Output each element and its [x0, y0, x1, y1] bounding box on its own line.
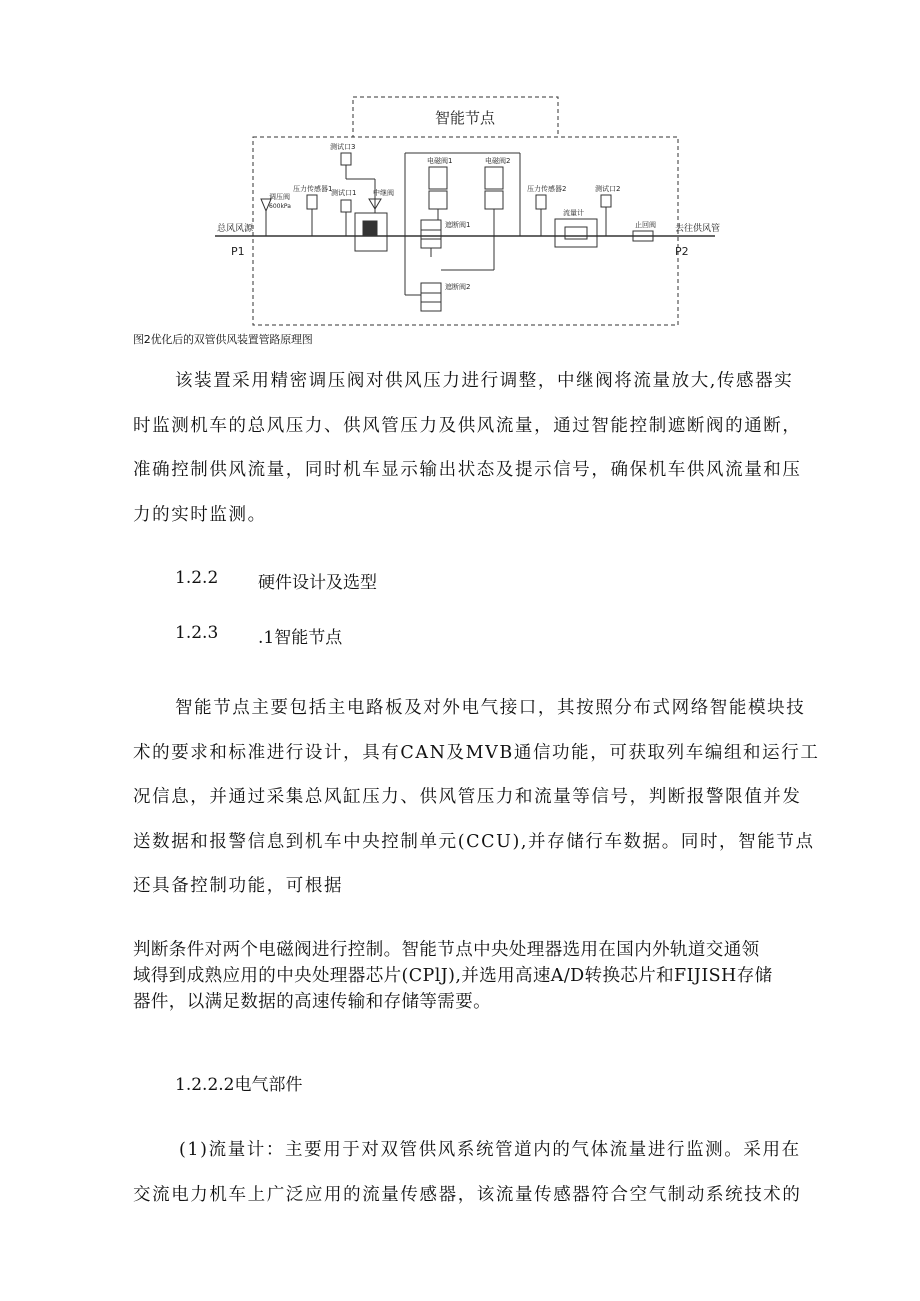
solenoid2-symbol [485, 167, 503, 189]
test-port2-symbol [601, 195, 611, 207]
solenoid2-label: 电磁阀2 [485, 157, 511, 165]
pressure-sensor1-symbol [307, 195, 317, 209]
cutoff1-symbol [421, 220, 441, 248]
paragraph-line: 域得到成熟应用的中央处理器芯片(CPlJ),并选用高速A/D转换芯片和FIJISH存储 [133, 966, 773, 986]
paragraph-2 [133, 686, 820, 909]
paragraph-line: 器件，以满足数据的高速传输和存储等需要。 [133, 992, 491, 1012]
paragraph-line: 智能节点主要包括主电路板及对外电气接口，其按照分布式网络智能模块技 [175, 698, 806, 718]
cutoff2-symbol [421, 283, 441, 311]
figure-caption: 图2优化后的双管供风装置管路原理图 [133, 333, 313, 346]
paragraph-line: 力的实时监测。 [133, 504, 267, 525]
intelligent-node-label: 智能节点 [435, 109, 496, 127]
test-port2-label: 测试口2 [595, 185, 621, 193]
pressure-sensor2-label: 压力传感器2 [527, 185, 567, 193]
cutoff1-label: 遮断阀1 [445, 221, 471, 229]
pipeline-schematic-svg [205, 95, 725, 335]
paragraph-line: 送数据和报警信息到机车中央控制单元(CCU),并存储行车数据。同时，智能节点 [133, 831, 815, 852]
solenoid1-symbol [429, 167, 447, 189]
section-number: 1.2.3 [175, 623, 219, 643]
p2-label: P2 [675, 245, 689, 258]
check-valve-label: 止回阀 [635, 221, 656, 229]
paragraph-1 [133, 359, 802, 537]
cutoff2-label: 遮断阀2 [445, 283, 471, 291]
pressure-sensor1-label: 压力传感器1 [293, 185, 333, 193]
relay-valve-label: 中继阀 [373, 189, 394, 197]
test-port3-label: 测试口3 [330, 143, 356, 151]
solenoid1-label: 电磁阀1 [427, 157, 453, 165]
paragraph-line: 术的要求和标准进行设计，具有CAN及MVB通信功能，可获取列车编组和运行工 [133, 742, 820, 763]
paragraph-line: 判断条件对两个电磁阀进行控制。智能节点中央处理器选用在国内外轨道交通领 [133, 940, 760, 960]
p1-label: P1 [231, 245, 245, 258]
section-title: .1智能节点 [258, 628, 343, 648]
paragraph-line: 况信息，并通过采集总风缸压力、供风管压力和流量等信号，判断报警限值并发 [133, 787, 802, 807]
section-title: 硬件设计及选型 [258, 573, 377, 593]
paragraph-line: 还具备控制功能，可根据 [133, 876, 344, 896]
main-air-pipe-label: 总风风源 [217, 224, 254, 234]
paragraph-line: 交流电力机车上广泛应用的流量传感器，该流量传感器符合空气制动系统技术的 [133, 1184, 802, 1205]
test-port1-symbol [341, 200, 351, 212]
device-boundary [253, 137, 678, 325]
pipeline-schematic-figure [205, 95, 725, 335]
flowmeter-label: 流量计 [563, 209, 584, 217]
section-heading-1-2-2-2: 1.2.2.2电气部件 [175, 1075, 303, 1095]
paragraph-line: 准确控制供风流量，同时机车显示输出状态及提示信号，确保机车供风流量和压 [133, 460, 802, 480]
supply-out-label: 去往供风管 [675, 224, 721, 234]
paragraph-line: (1)流量计：主要用于对双管供风系统管道内的气体流量进行监测。采用在 [179, 1140, 801, 1160]
regulator-label: 调压阀 [269, 193, 290, 201]
paragraph-3 [133, 937, 788, 1015]
paragraph-4 [133, 1128, 802, 1217]
test-port1-label: 测试口1 [331, 189, 357, 197]
section-number: 1.2.2 [175, 568, 219, 588]
paragraph-line: 该装置采用精密调压阀对供风压力进行调整，中继阀将流量放大,传感器实 [175, 371, 794, 391]
flowmeter-symbol [555, 219, 597, 247]
regulator-value-label: 600kPa [269, 203, 291, 210]
paragraph-line: 时监测机车的总风压力、供风管压力及供风流量，通过智能控制遮断阀的通断， [133, 415, 802, 436]
pressure-sensor2-symbol [536, 195, 546, 209]
test-port3-symbol [341, 153, 351, 165]
